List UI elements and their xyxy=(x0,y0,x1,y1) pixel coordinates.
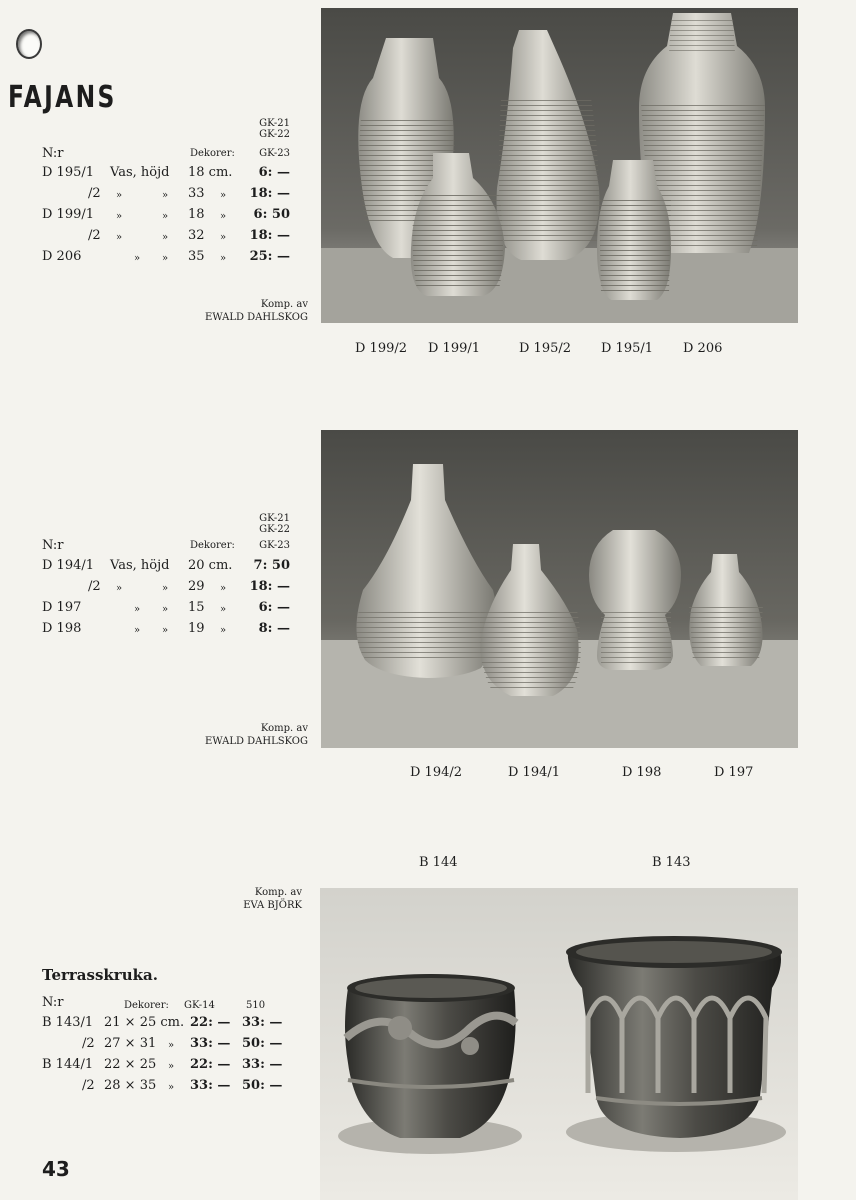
item-size: 20 cm. xyxy=(188,558,233,573)
designer-credit xyxy=(150,298,308,324)
komp-label: Komp. av xyxy=(254,887,302,898)
item-price: 6: — xyxy=(258,165,290,180)
photo-caption: D 195/1 xyxy=(601,341,654,356)
item-size: 32 xyxy=(188,228,205,243)
item-nr: D 206 xyxy=(42,249,82,264)
nr-label: N:r xyxy=(42,995,64,1010)
item-price: 50: — xyxy=(242,1078,283,1093)
komp-label: Komp. av xyxy=(260,723,308,734)
ditto: » xyxy=(220,232,227,243)
decor-code: GK-23 xyxy=(259,540,290,551)
item-size: 15 xyxy=(188,600,205,615)
item-price: 18: — xyxy=(249,579,290,594)
item-size: 27 × 31 xyxy=(104,1036,157,1051)
ditto: » xyxy=(168,1040,175,1051)
item-price: 22: — xyxy=(190,1015,231,1030)
punch-hole xyxy=(18,31,40,57)
ditto: » xyxy=(116,583,123,594)
item-nr: D 194/1 xyxy=(42,558,95,573)
ditto: » xyxy=(162,583,169,594)
item-size: 19 xyxy=(188,621,205,636)
item-price: 33: — xyxy=(190,1036,231,1051)
photo-caption: D 206 xyxy=(683,341,723,356)
ditto: » xyxy=(134,625,141,636)
item-nr: D 195/1 xyxy=(42,165,95,180)
page-number: 43 xyxy=(42,1157,70,1181)
nr-label: N:r xyxy=(42,538,64,553)
price-table-1 xyxy=(42,118,292,268)
photo-caption: B 143 xyxy=(652,855,691,870)
ditto: » xyxy=(116,232,123,243)
price-table-3 xyxy=(42,992,292,1092)
item-desc: Vas, höjd xyxy=(110,165,170,180)
ditto: » xyxy=(162,253,169,264)
ditto: » xyxy=(162,625,169,636)
item-price: 8: — xyxy=(258,621,290,636)
decor-code: GK-21 xyxy=(259,118,290,129)
item-size: 18 cm. xyxy=(188,165,233,180)
decor-code: GK-22 xyxy=(259,129,290,140)
item-nr: /2 xyxy=(88,228,101,243)
decor-code: GK-23 xyxy=(259,148,290,159)
photo-caption: D 197 xyxy=(714,765,754,780)
ditto: » xyxy=(220,625,227,636)
decor-code: GK-14 xyxy=(184,1000,215,1011)
komp-label: Komp. av xyxy=(260,299,308,310)
photo-caption: D 195/2 xyxy=(519,341,572,356)
item-desc: Vas, höjd xyxy=(110,558,170,573)
item-price: 18: — xyxy=(249,186,290,201)
item-price: 50: — xyxy=(242,1036,283,1051)
decor-code: 510 xyxy=(246,1000,266,1011)
photo-caption: D 198 xyxy=(622,765,662,780)
dekorer-label: Dekorer: xyxy=(124,1000,169,1011)
designer-credit xyxy=(150,886,302,912)
ditto: » xyxy=(220,253,227,264)
item-nr: B 143/1 xyxy=(42,1015,94,1030)
table-row xyxy=(42,162,94,183)
ditto: » xyxy=(220,190,227,201)
item-size: 35 xyxy=(188,249,205,264)
vases-photo-1 xyxy=(321,8,798,323)
ditto: » xyxy=(116,211,123,222)
ditto: » xyxy=(168,1061,175,1072)
nr-label: N:r xyxy=(42,146,64,161)
planters-photo xyxy=(320,888,798,1200)
ditto: » xyxy=(220,583,227,594)
item-size: 29 xyxy=(188,579,205,594)
ditto: » xyxy=(134,604,141,615)
item-nr: D 199/1 xyxy=(42,207,95,222)
price-table-2 xyxy=(42,513,292,636)
item-nr: D 198 xyxy=(42,621,82,636)
item-size: 18 xyxy=(188,207,205,222)
photo-caption: D 194/2 xyxy=(410,765,463,780)
photo-caption: B 144 xyxy=(419,855,458,870)
dekorer-label: Dekorer: xyxy=(190,148,235,159)
item-price: 22: — xyxy=(190,1057,231,1072)
ditto: » xyxy=(162,604,169,615)
item-size: 21 × 25 cm. xyxy=(104,1015,185,1030)
dekorer-label: Dekorer: xyxy=(190,540,235,551)
item-nr: D 197 xyxy=(42,600,82,615)
item-nr: B 144/1 xyxy=(42,1057,94,1072)
ditto: » xyxy=(162,190,169,201)
item-price: 33: — xyxy=(190,1078,231,1093)
photo-caption: D 199/2 xyxy=(355,341,408,356)
designer-name: EVA BJÖRK xyxy=(243,900,302,911)
ditto: » xyxy=(168,1082,175,1093)
item-size: 28 × 35 xyxy=(104,1078,157,1093)
item-nr: /2 xyxy=(88,186,101,201)
section-title: FAJANS xyxy=(8,80,117,115)
item-price: 6: 50 xyxy=(253,207,290,222)
decor-code: GK-21 xyxy=(259,513,290,524)
designer-name: EWALD DAHLSKOG xyxy=(205,312,308,323)
ditto: » xyxy=(220,211,227,222)
item-size: 22 × 25 xyxy=(104,1057,157,1072)
item-price: 6: — xyxy=(258,600,290,615)
item-nr: /2 xyxy=(88,579,101,594)
item-price: 33: — xyxy=(242,1057,283,1072)
photo-caption: D 199/1 xyxy=(428,341,481,356)
product-heading: Terrasskruka. xyxy=(42,966,158,984)
ditto: » xyxy=(220,604,227,615)
item-nr: /2 xyxy=(82,1078,95,1093)
photo-caption: D 194/1 xyxy=(508,765,561,780)
item-price: 7: 50 xyxy=(253,558,290,573)
ditto: » xyxy=(162,211,169,222)
decor-code: GK-22 xyxy=(259,524,290,535)
item-nr: /2 xyxy=(82,1036,95,1051)
item-price: 18: — xyxy=(249,228,290,243)
ditto: » xyxy=(134,253,141,264)
designer-credit xyxy=(150,722,308,748)
ditto: » xyxy=(116,190,123,201)
item-price: 25: — xyxy=(249,249,290,264)
item-price: 33: — xyxy=(242,1015,283,1030)
designer-name: EWALD DAHLSKOG xyxy=(205,736,308,747)
ditto: » xyxy=(162,232,169,243)
vases-photo-2 xyxy=(321,430,798,748)
item-size: 33 xyxy=(188,186,205,201)
